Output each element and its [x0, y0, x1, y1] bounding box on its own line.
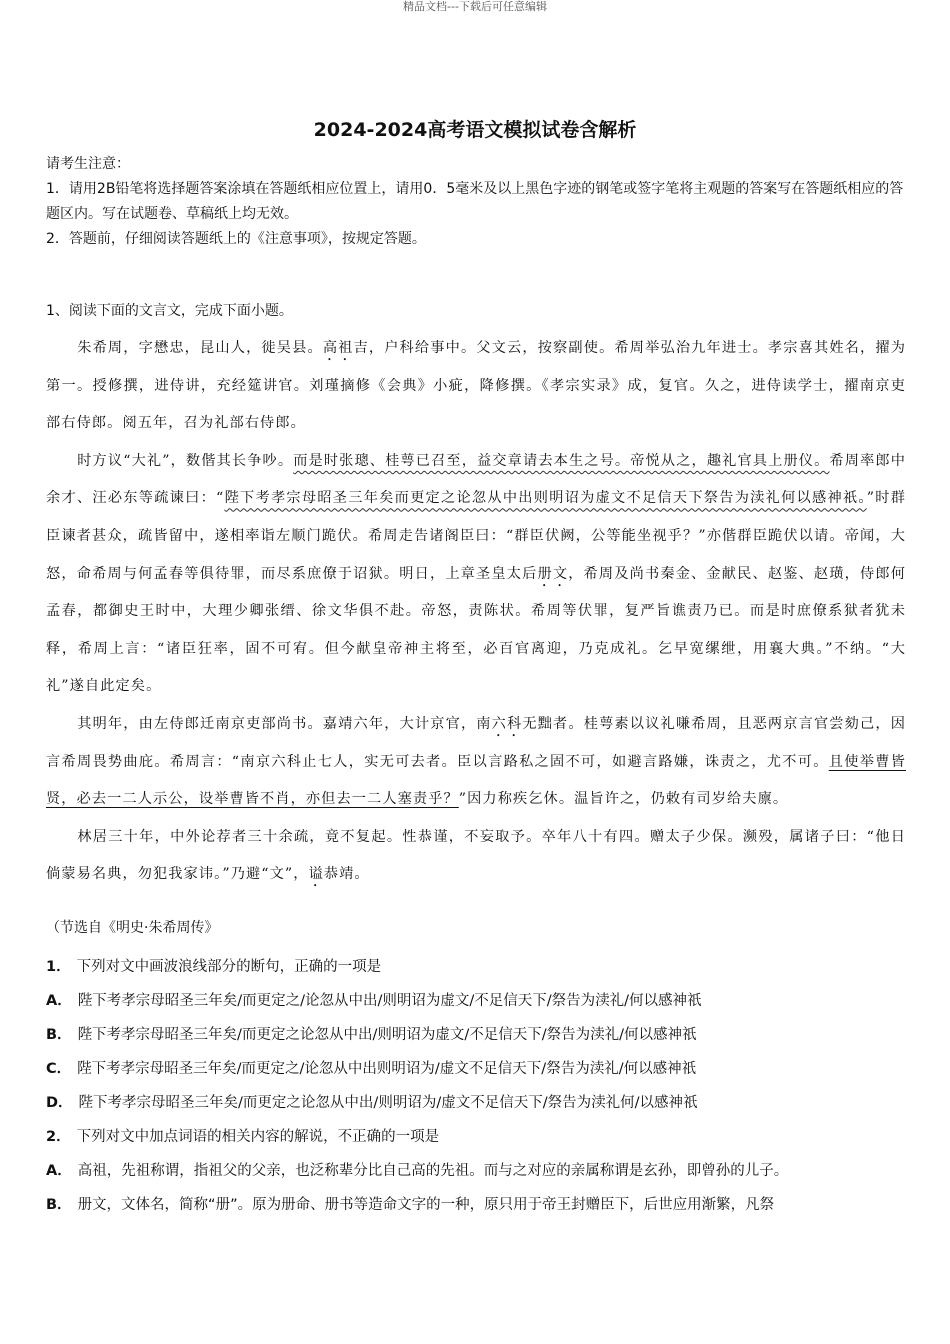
header-note: 精品文档---下载后可任意编辑	[403, 0, 547, 13]
answer-option: A． 高祖，先祖称谓，指祖父的父亲，也泛称辈分比自己高的先祖。而与之对应的亲属称谓是玄孙，即曾孙的儿子。	[46, 1163, 789, 1179]
dotted-term: 册文	[537, 565, 569, 582]
passage-paragraph: 时方议“大礼”，数偕其长争吵。而是时张璁、桂萼已召至，益交章请去本生之号。帝悦从之，趣礼官具上册仪。希周率郎中余才、汪必东等疏谏曰：“陛下考孝宗母昭圣三年矣而更定之论忽从中出则明诏为虚文不足信天下祭告为渎礼何以感神祇。”时群臣谏者甚众，疏皆留中，遂相率诣左顺门跪伏。希周走告诸阁臣曰：“群臣伏阙，公等能坐视乎？”亦偕群臣跪伏以请。帝闻，大怒，命希周与何孟春等俱待罪，而尽系庶僚于诏狱。明日，上章圣皇太后册文，希周及尚书秦金、金献民、赵鉴、赵璜，侍郎何孟春，都御史王时中，大理少卿张缙、徐文华俱不赴。帝怒，责陈状。希周等伏罪，复严旨谯责乃已。而是时庶僚系狱者犹未释，希周上言：“诸臣狂率，固不可宥。但今献皇帝神主将至，必百官离迎，乃克成礼。乞早宽缧绁，用襄大典。”不纳。“大礼”遂自此定矣。	[46, 452, 906, 695]
exam-notice	[46, 152, 906, 252]
notice-heading: 请考生注意：	[46, 156, 130, 172]
wavy-underline-text: 而是时张璁、桂萼已召至，益交章请去本生之号。帝悦从之，趣礼官具上册仪。	[293, 452, 830, 469]
passage-paragraph: 其明年，由左侍郎迁南京吏部尚书。嘉靖六年，大计京官，南六科无黜者。桂萼素以议礼嗛希周，且恶两京言官尝劾己，因言希周畏势曲庇。希周言：“南京六科止七人，实无可去者。臣以言路私之固不可，如避言路嫌，诛责之，尤不可。且使举曹皆贤，必去一二人示公，设举曹皆不肖，亦但去一二人塞责乎？”因力称疾乞休。温旨许之，仍敕有司岁给夫廪。	[46, 715, 906, 808]
answer-option: D． 陛下考孝宗母昭圣三年矣/而更定之论忽从中出/则明诏为/虚文不足信天下/祭告为渎礼何/以感神祇	[46, 1095, 698, 1111]
passage-paragraph: 林居三十年，中外论荐者三十余疏，竟不复起。性恭谨，不妄取予。卒年八十有四。赠太子少保。濒殁，属诸子曰：“他日倘蒙易名典，勿犯我家讳。”乃避“文”，谥恭靖。	[46, 828, 906, 883]
question-list	[46, 950, 906, 1222]
wavy-underline-text: 陛下考孝宗母昭圣三年矣而更定之论忽从中出则明诏为虚文不足信天下祭告为渎礼何以感神祇。	[224, 490, 867, 507]
answer-option: C． 陛下考孝宗母昭圣三年矣/而更定之/论忽从中出则明诏为/虚文不足信天下/祭告为渎礼/何以感神祇	[46, 1061, 697, 1077]
answer-option: A． 陛下考孝宗母昭圣三年矣/而更定之/论忽从中出/则明诏为虚文/不足信天下/祭告为渎礼/何以感神祇	[46, 993, 702, 1009]
dotted-term: 六科	[491, 715, 523, 732]
notice-item: 2．答题前，仔细阅读答题纸上的《注意事项》，按规定答题。	[46, 231, 426, 247]
passage-source: （节选自《明史·朱希周传》	[46, 920, 219, 936]
question-line: 1． 下列对文中画波浪线部分的断句，正确的一项是	[46, 959, 382, 975]
question-heading: 1、阅读下面的文言文，完成下面小题。	[46, 303, 293, 319]
dotted-term: 高祖	[322, 340, 354, 356]
passage-paragraph: 朱希周，字懋忠，昆山人，徙吴县。高祖吉，户科给事中。父文云，按察副使。希周举弘治九年进士。孝宗喜其姓名，擢为第一。授修撰，进侍讲，充经筵讲官。刘瑾摘修《会典》小疵，降修撰。《孝宗实录》成，复官。久之，进侍读学士，擢南京吏部右侍郎。阅五年，召为礼部右侍郎。	[46, 340, 906, 432]
dotted-term: 谥	[308, 866, 324, 883]
underlined-sentence: 且使举曹皆贤，必去一二人示公，设举曹皆不肖，亦但去一二人塞责乎？	[46, 753, 906, 808]
question-line: 2． 下列对文中加点词语的相关内容的解说，不正确的一项是	[46, 1129, 440, 1145]
answer-option: B． 册文，文体名，简称“册”。原为册命、册书等造命文字的一种，原只用于帝王封赠臣下，后世应用渐繁，凡祭	[46, 1197, 775, 1213]
page-title: 2024-2024高考语文模拟试卷含解析	[313, 119, 637, 141]
answer-option: B． 陛下考孝宗母昭圣三年矣/而更定之论忽从中出/则明诏为虚文/不足信天下/祭告为渎礼/何以感神祇	[46, 1027, 697, 1043]
notice-item: 1．请用2B铅笔将选择题答案涂填在答题纸相应位置上，请用0．5毫米及以上黑色字迹的钢笔或签字笔将主观题的答案写在答题纸相应的答题区内。写在试题卷、草稿纸上均无效。	[46, 181, 904, 222]
classical-passage	[46, 330, 906, 894]
